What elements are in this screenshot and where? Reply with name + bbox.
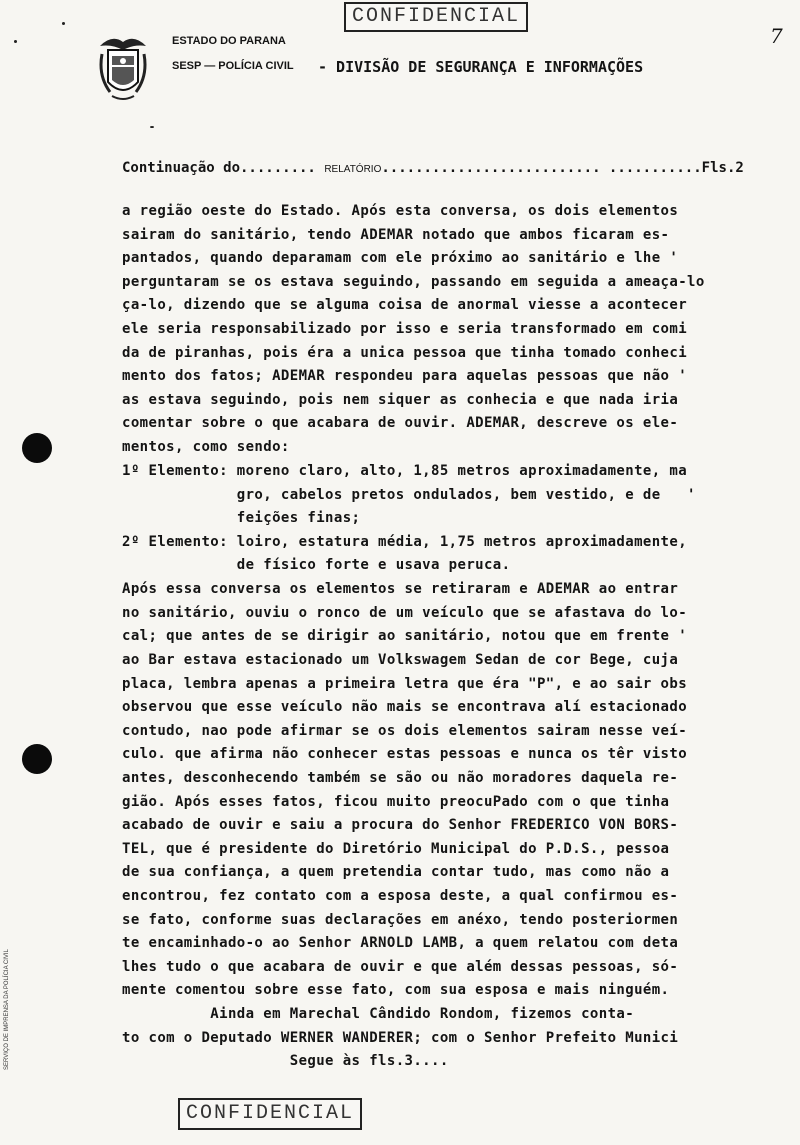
body-line: acabado de ouvir e saiu a procura do Senhor FREDERICO VON BORS- (122, 817, 679, 833)
body-line: comentar sobre o que acabara de ouvir. ADEMAR, descreve os ele- (122, 415, 679, 431)
agency-name: SESP — POLÍCIA CIVIL (172, 60, 294, 72)
side-imprint: SERVIÇO DE IMPRENSA DA POLÍCIA CIVIL (4, 949, 10, 1070)
body-line: te encaminhado-o ao Senhor ARNOLD LAMB, a quem relatou com deta (122, 935, 679, 951)
body-line: to com o Deputado WERNER WANDERER; com o Senhor Prefeito Munici (122, 1030, 679, 1046)
body-line: contudo, nao pode afirmar se os dois elementos sairam nesse veí- (122, 723, 688, 739)
punch-hole (22, 744, 52, 774)
body-line: se fato, conforme suas declarações em anéxo, tendo posteriormen (122, 912, 679, 928)
body-line: 1º Elemento: moreno claro, alto, 1,85 metros aproximadamente, ma (122, 463, 688, 479)
body-line: 2º Elemento: loiro, estatura média, 1,75 metros aproximadamente, (122, 534, 688, 550)
body-line: feições finas; (122, 510, 361, 526)
body-line: mente comentou sobre esse fato, com sua esposa e mais ninguém. (122, 982, 670, 998)
continuation-line: Continuação do......... RELATÓRIO.......................... ...........Fls.2 (122, 160, 744, 176)
body-line: mentos, como sendo: (122, 439, 290, 455)
body-line: pantados, quando deparamam com ele próximo ao sanitário e lhe ' (122, 250, 679, 266)
body-line: de sua confiança, a quem pretendia contar tudo, mas como não a (122, 864, 670, 880)
body-line: ele seria responsabilizado por isso e seria transformado em comi (122, 321, 688, 337)
body-line: lhes tudo o que acabara de ouvir e que além dessas pessoas, só- (122, 959, 679, 975)
confidential-stamp-top: CONFIDENCIAL (344, 2, 528, 32)
body-line: placa, lembra apenas a primeira letra que éra "P", e ao sair obs (122, 676, 688, 692)
confidential-stamp-bottom: CONFIDENCIAL (178, 1098, 362, 1130)
body-line: a região oeste do Estado. Após esta conversa, os dois elementos (122, 203, 679, 219)
body-line: encontrou, fez contato com a esposa deste, a qual confirmou es- (122, 888, 679, 904)
body-line: Ainda em Marechal Cândido Rondom, fizemos conta- (122, 1006, 635, 1022)
speck (150, 126, 154, 128)
handwritten-page-mark: 7 (770, 24, 783, 48)
body-line: da de piranhas, pois éra a unica pessoa que tinha tomado conheci (122, 345, 688, 361)
sheet-number: Fls.2 (701, 160, 744, 176)
speck (62, 22, 65, 25)
body-line: cal; que antes de se dirigir ao sanitário, notou que em frente ' (122, 628, 688, 644)
speck (14, 40, 17, 43)
state-name: ESTADO DO PARANA (172, 35, 286, 47)
parana-coat-of-arms-icon (98, 32, 148, 104)
body-line: Após essa conversa os elementos se retiraram e ADEMAR ao entrar (122, 581, 679, 597)
body-line: mento dos fatos; ADEMAR respondeu para aquelas pessoas que não ' (122, 368, 688, 384)
body-line: TEL, que é presidente do Diretório Municipal do P.D.S., pessoa (122, 841, 670, 857)
body-line: de físico forte e usava peruca. (122, 557, 511, 573)
body-line: Segue às fls.3.... (122, 1053, 449, 1069)
body-line: gião. Após esses fatos, ficou muito preocuPado com o que tinha (122, 794, 670, 810)
division-title: - DIVISÃO DE SEGURANÇA E INFORMAÇÕES (318, 58, 644, 76)
body-line: no sanitário, ouviu o ronco de um veículo que se afastava do lo- (122, 605, 688, 621)
body-line: sairam do sanitário, tendo ADEMAR notado que ambos ficaram es- (122, 227, 670, 243)
body-line: ça-lo, dizendo que se alguma coisa de anormal viesse a acontecer (122, 297, 688, 313)
continuation-prefix: Continuação do......... (122, 160, 316, 176)
document-type: RELATÓRIO (324, 164, 382, 175)
punch-hole (22, 433, 52, 463)
body-line: antes, desconhecendo também se são ou não moradores daquela re- (122, 770, 679, 786)
body-line: perguntaram se os estava seguindo, passando em seguida a ameaça-lo (122, 274, 705, 290)
body-line: gro, cabelos pretos ondulados, bem vestido, e de ' (122, 487, 696, 503)
body-line: culo. que afirma não conhecer estas pessoas e nunca os têr visto (122, 746, 688, 762)
body-line: as estava seguindo, pois nem siquer as conhecia e que nada iria (122, 392, 679, 408)
body-line: ao Bar estava estacionado um Volkswagem Sedan de cor Bege, cuja (122, 652, 679, 668)
body-line: observou que esse veículo não mais se encontrava alí estacionado (122, 699, 688, 715)
